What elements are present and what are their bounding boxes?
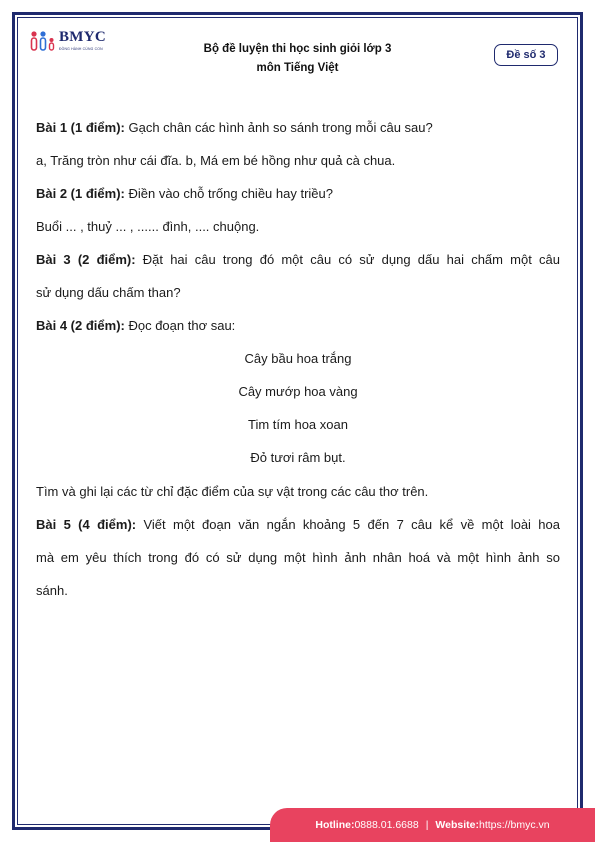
poem <box>36 349 560 481</box>
hotline-number[interactable]: 0888.01.6688 <box>354 819 419 831</box>
question-3 <box>36 249 560 282</box>
website-link[interactable]: https://bmyc.vn <box>479 819 550 831</box>
question-2-text: Điền vào chỗ trống chiều hay triều? <box>124 186 333 201</box>
question-4-text: Đọc đoạn thơ sau: <box>124 318 236 333</box>
question-3-label: Bài 3 (2 điểm): <box>36 252 136 267</box>
page-title <box>150 40 445 78</box>
logo-tagline: ĐỒNG HÀNH CÙNG CON <box>59 47 103 51</box>
question-2 <box>36 183 560 216</box>
exam-number-badge: Đề số 3 <box>494 44 558 66</box>
poem-line: Cây mướp hoa vàng <box>238 384 358 399</box>
bmyc-logo <box>30 30 106 52</box>
exam-content <box>36 117 560 613</box>
question-1-text: Gạch chân các hình ảnh so sánh trong mỗi câu sau? <box>124 120 433 135</box>
website-label: Website: <box>435 819 479 831</box>
hotline-label: Hotline: <box>315 819 355 831</box>
question-2-sub: Buổi ... , thuỷ ... , ...... đình, .... chuộng. <box>36 219 260 234</box>
question-2-label: Bài 2 (1 điểm): <box>36 186 125 201</box>
question-5-cont-1: mà em yêu thích trong đó có sử dụng một hình ảnh nhân hoá và một hình ảnh so <box>36 550 560 565</box>
footer-separator: | <box>425 819 429 831</box>
question-3-text: Đặt hai câu trong đó một câu có sử dụng dấu hai chấm một câu <box>135 252 561 267</box>
question-1-sub: a, Trăng tròn như cái đĩa. b, Má em bé hồng như quả cà chua. <box>36 153 396 168</box>
poem-line: Tim tím hoa xoan <box>248 417 348 432</box>
question-1 <box>36 117 560 150</box>
poem-line: Cây bầu hoa trắng <box>244 351 352 366</box>
poem-line: Đỏ tươi râm bụt. <box>250 450 346 465</box>
question-5-label: Bài 5 (4 điểm): <box>36 517 137 532</box>
question-5-cont-2: sánh. <box>36 583 68 598</box>
question-4-task: Tìm và ghi lại các từ chỉ đặc điểm của sự vật trong các câu thơ trên. <box>36 484 429 499</box>
title-line-2: môn Tiếng Việt <box>256 62 339 74</box>
title-line-1: Bộ đề luyện thi học sinh giỏi lớp 3 <box>203 43 392 55</box>
question-5 <box>36 514 560 547</box>
question-4 <box>36 315 560 348</box>
footer-contact-bar <box>270 808 595 842</box>
logo-name: BMYC <box>59 29 107 45</box>
question-1-label: Bài 1 (1 điểm): <box>36 120 125 135</box>
question-3-cont: sử dụng dấu chấm than? <box>36 285 181 300</box>
question-5-text: Viết một đoạn văn ngắn khoảng 5 đến 7 câu kể về một loài hoa <box>136 517 560 532</box>
family-logo-icon <box>30 30 56 52</box>
question-4-label: Bài 4 (2 điểm): <box>36 318 125 333</box>
